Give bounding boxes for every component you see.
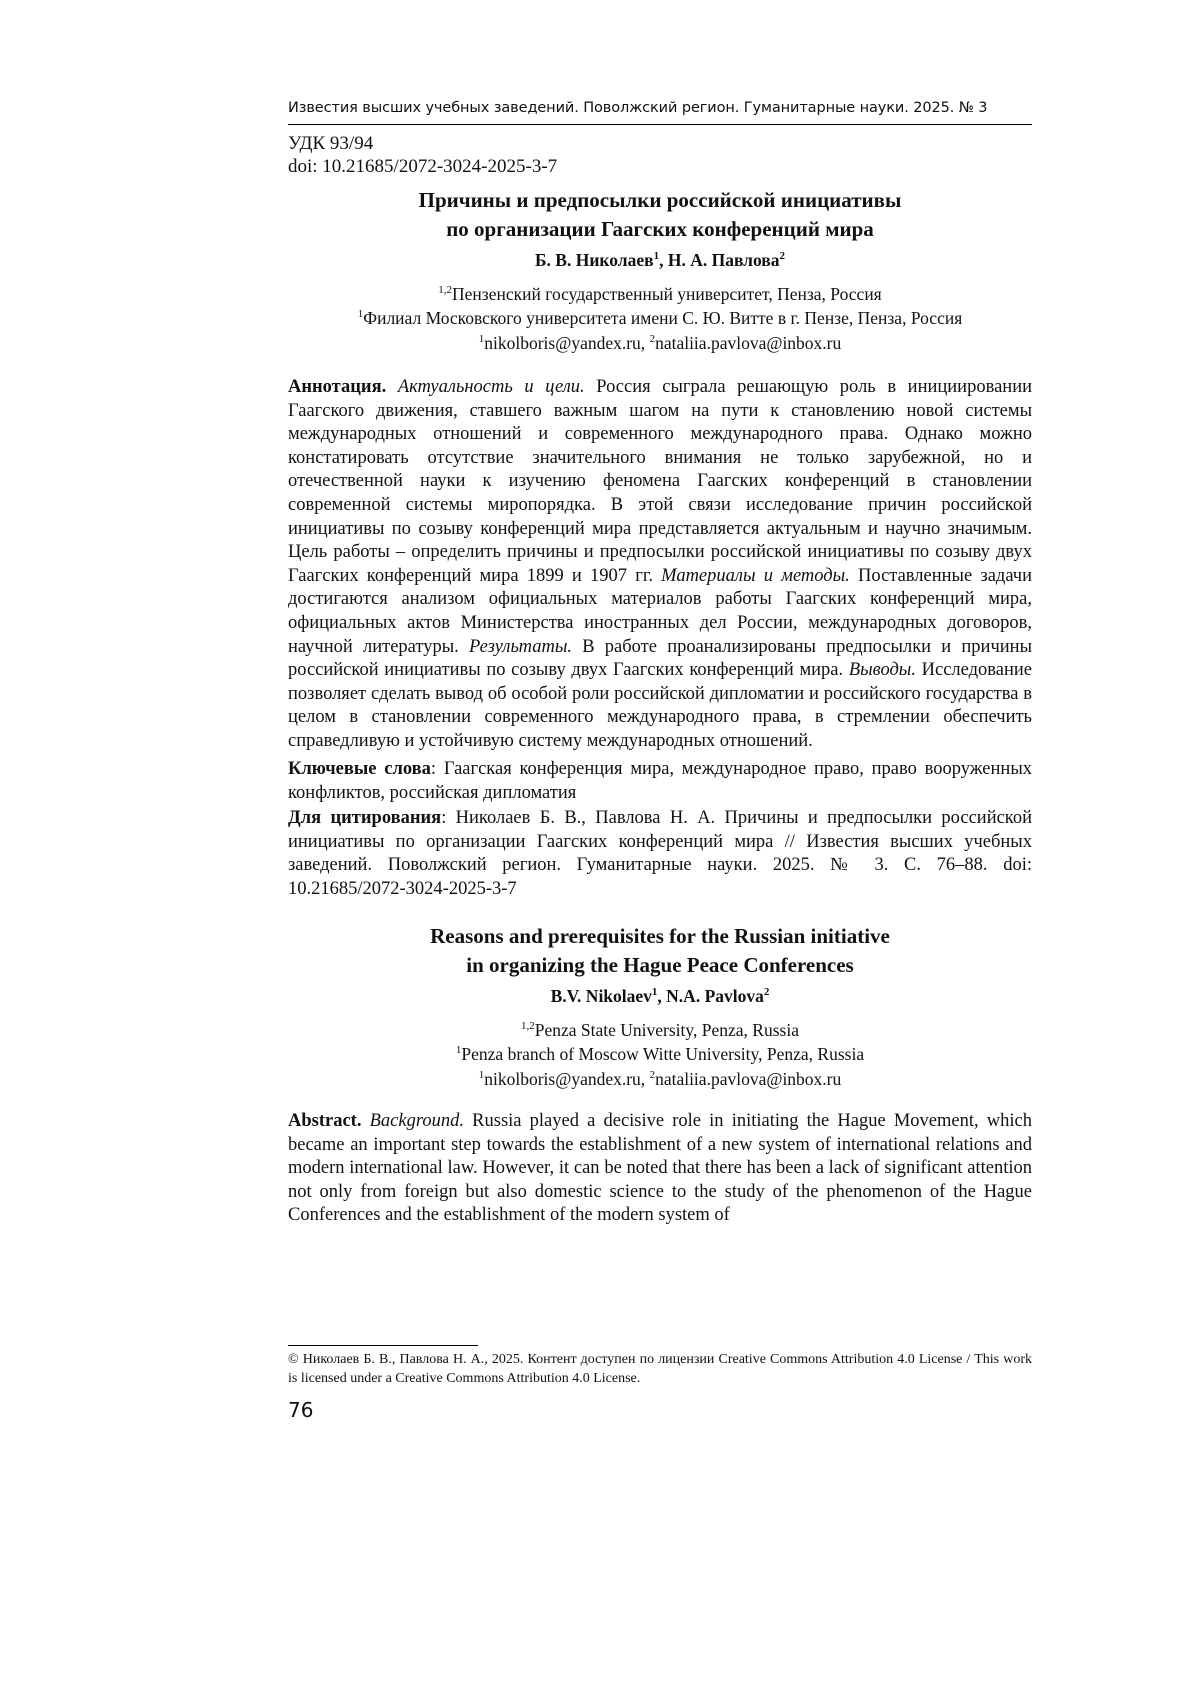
en-author-sep: , (657, 986, 667, 1006)
ru-keywords (288, 758, 1032, 805)
ru-affiliation-1 (288, 282, 1032, 306)
ru-abstract-heading-results: Результаты. (469, 636, 573, 657)
article-page (288, 0, 1032, 1697)
ru-abstract-label: Аннотация. (288, 377, 387, 397)
ru-abstract-methods-text: Поставленные задачи достигаются анализом официальных материалов работы Гаагских конференций мира, официальных актов Министерства иностранных дел России, международных договоров, научной литературы. (288, 565, 1032, 657)
ru-author-2-sup: 2 (779, 250, 786, 263)
ru-author-sep: , (659, 250, 668, 270)
en-author-2-sup: 2 (763, 986, 770, 999)
ru-keywords-text: : Гаагская конференция мира, международное право, право вооруженных конфликтов, российская дипломатия (288, 759, 1032, 803)
en-affil-1-sup: 1,2 (521, 1020, 535, 1033)
ru-emails (288, 331, 1032, 355)
ru-affil-2-text: Филиал Московского университета имени С. Ю. Витте в г. Пензе, Пенза, Россия (363, 308, 963, 328)
ru-affiliation-2 (288, 306, 1032, 330)
en-email-1-sup: 1 (478, 1069, 485, 1082)
en-abstract-background-text: Russia played a decisive role in initiating the Hague Movement, which became an important step towards the establishment of a new system of international relations and modern international law. However, it can be noted that there has been a lack of significant attention not only from foreign but also domestic science to the study of the phenomenon of the Hague Conferences and the establishment of the modern system of (288, 1111, 1032, 1226)
en-title (288, 922, 1032, 980)
ru-affiliations (288, 282, 1032, 330)
en-affiliation-2 (288, 1042, 1032, 1066)
ru-email-1: nikolboris@yandex.ru, (484, 333, 650, 353)
en-affil-1-text: Penza State University, Penza, Russia (534, 1020, 799, 1040)
copyright-footnote: © Николаев Б. В., Павлова Н. А., 2025. Контент доступен по лицензии Creative Commons Attribution 4.0 License / This work is licensed under a Creative Commons Attribution 4.0 License. (288, 1352, 1032, 1386)
en-title-line-2: in organizing the Hague Peace Conferences (466, 953, 854, 977)
doi: doi: 10.21685/2072-3024-2025-3-7 (288, 156, 558, 177)
ru-citation-label: Для цитирования (288, 808, 442, 828)
ru-abstract-heading-methods: Материалы и методы. (661, 565, 850, 586)
running-head: Известия высших учебных заведений. Поволжский регион. Гуманитарные науки. 2025. № 3 (288, 100, 1032, 125)
en-email-2: nataliia.pavlova@inbox.ru (655, 1069, 842, 1089)
ru-email-1-sup: 1 (478, 333, 485, 346)
ru-abstract-conclusions-text: Исследование позволяет сделать вывод об особой роли российской дипломатии и российского государства в целом в становлении современного международного права, в стремлении обеспечить справедливую и устойчивую систему международных отношений. (288, 660, 1032, 751)
en-affiliations (288, 1018, 1032, 1066)
ru-abstract-heading-conclusions: Выводы. (848, 660, 916, 681)
en-authors (288, 986, 1032, 1007)
ru-author-1-sup: 1 (653, 250, 660, 263)
ru-keywords-label: Ключевые слова (288, 759, 431, 779)
page-number: 76 (288, 1398, 314, 1422)
ru-title (288, 186, 1032, 244)
ru-abstract-heading-relevance: Актуальность и цели. (397, 377, 585, 397)
ru-title-line-1: Причины и предпосылки российской инициативы (418, 188, 902, 212)
en-affil-2-text: Penza branch of Moscow Witte University, Penza, Russia (461, 1044, 865, 1064)
en-abstract-heading-background: Background. (369, 1111, 464, 1131)
ru-author-2: Н. А. Павлова (667, 250, 780, 270)
en-author-2: N.A. Pavlova (666, 986, 764, 1006)
ru-citation-text: : Николаев Б. В., Павлова Н. А. Причины и предпосылки российской инициативы по организации Гаагских конференций мира // Известия высших учебных заведений. Поволжский регион. Гуманитарные науки. 2025. № 3. С. 76–88. doi: 10.21685/2072-3024-2025-3-7 (288, 808, 1033, 899)
ru-authors (288, 250, 1032, 271)
ru-email-2: nataliia.pavlova@inbox.ru (655, 333, 842, 353)
ru-email-2-sup: 2 (649, 333, 656, 346)
ru-affil-1-sup: 1,2 (438, 284, 453, 297)
en-author-1: B.V. Nikolaev (550, 986, 652, 1006)
footnote-divider (288, 1345, 478, 1346)
ru-title-line-2: по организации Гаагских конференций мира (446, 217, 874, 241)
en-author-1-sup: 1 (651, 986, 658, 999)
ru-affil-2-sup: 1 (357, 308, 364, 321)
en-affiliation-1 (288, 1018, 1032, 1042)
en-email-1: nikolboris@yandex.ru, (484, 1069, 650, 1089)
en-email-2-sup: 2 (649, 1069, 656, 1082)
en-affil-2-sup: 1 (455, 1044, 462, 1057)
en-emails (288, 1067, 1032, 1091)
ru-abstract-results-text: В работе проанализированы предпосылки и причины российской инициативы по созыву двух Гаагских конференций мира. (288, 636, 1032, 681)
en-abstract-label: Abstract. (288, 1111, 362, 1131)
udk-code: УДК 93/94 (288, 133, 374, 154)
en-abstract (288, 1110, 1032, 1228)
ru-affil-1-text: Пензенский государственный университет, Пенза, Россия (452, 284, 882, 304)
ru-author-1: Б. В. Николаев (534, 250, 654, 270)
ru-abstract (288, 376, 1032, 754)
ru-abstract-relevance-text: Россия сыграла решающую роль в инициировании Гаагского движения, ставшего важным шагом на пути к становлению новой системы международных отношений и современного международного права. Однако можно констатировать отсутствие значительного внимания не только зарубежной, но и отечественной науки к изучению феномена Гаагских конференций в становлении современной системы миропорядка. В этой связи исследование причин российской инициативы по созыву конференций мира представляется актуальным и научно значимым. Цель работы – определить причины и предпосылки российской инициативы по созыву двух Гаагских конференций мира 1899 и 1907 гг. (288, 377, 1032, 586)
en-title-line-1: Reasons and prerequisites for the Russian initiative (430, 924, 890, 948)
ru-citation (288, 807, 1032, 901)
